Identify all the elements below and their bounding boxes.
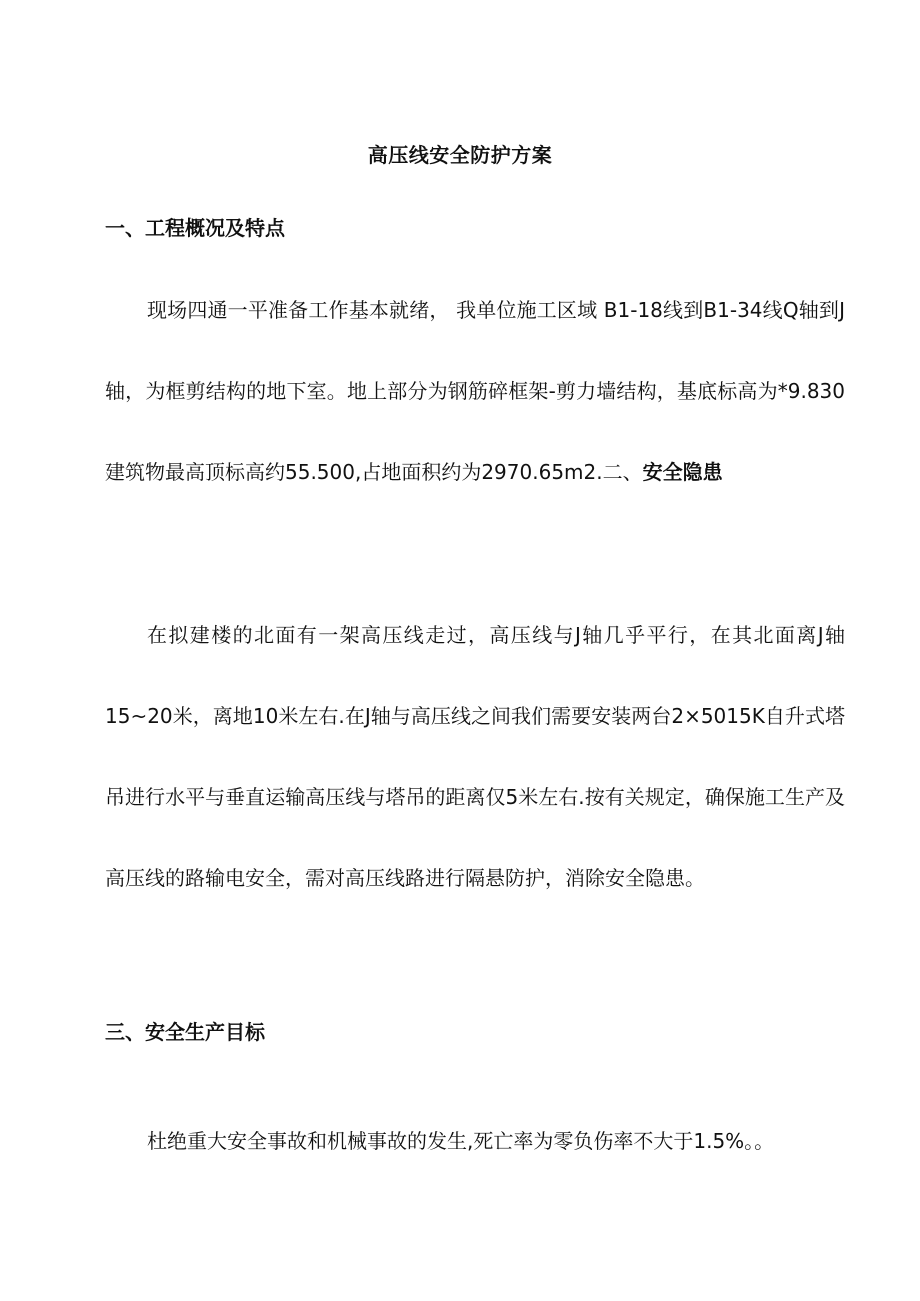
section-heading-safety-goals: 三、安全生产目标 — [105, 1020, 265, 1044]
section-heading-overview: 一、工程概况及特点 — [105, 216, 285, 240]
paragraph-hazards: 在拟建楼的北面有一架高压线走过，高压线与J轴几乎平行，在其北面离J轴15~20米，离地10米左右.在J轴与高压线之间我们需要安装两台2×5015K自升式塔吊进行水平与垂直运输高压线与塔吊的距离仅5米左右.按有关规定，确保施工生产及高压线的路输电安全，需对高压线路进行隔悬防护，消除安全隐患。 — [105, 623, 845, 890]
paragraph-overview — [105, 270, 845, 513]
paragraph-safety-goals: 杜绝重大安全事故和机械事故的发生,死亡率为零负伤率不大于1.5%。。 — [147, 1129, 775, 1153]
document-title: 高压线安全防护方案 — [367, 143, 553, 167]
paragraph-overview-text: 现场四通一平准备工作基本就绪， 我单位施工区域 B1-18线到B1-34线Q轴到J轴，为框剪结构的地下室。地上部分为钢筋碎框架-剪力墙结构，基底标高为*9.830建筑物最高顶标高约55.500,占地面积约为2970.65m2.二、 — [105, 298, 845, 484]
section-heading-hazards: 安全隐患 — [642, 460, 723, 484]
